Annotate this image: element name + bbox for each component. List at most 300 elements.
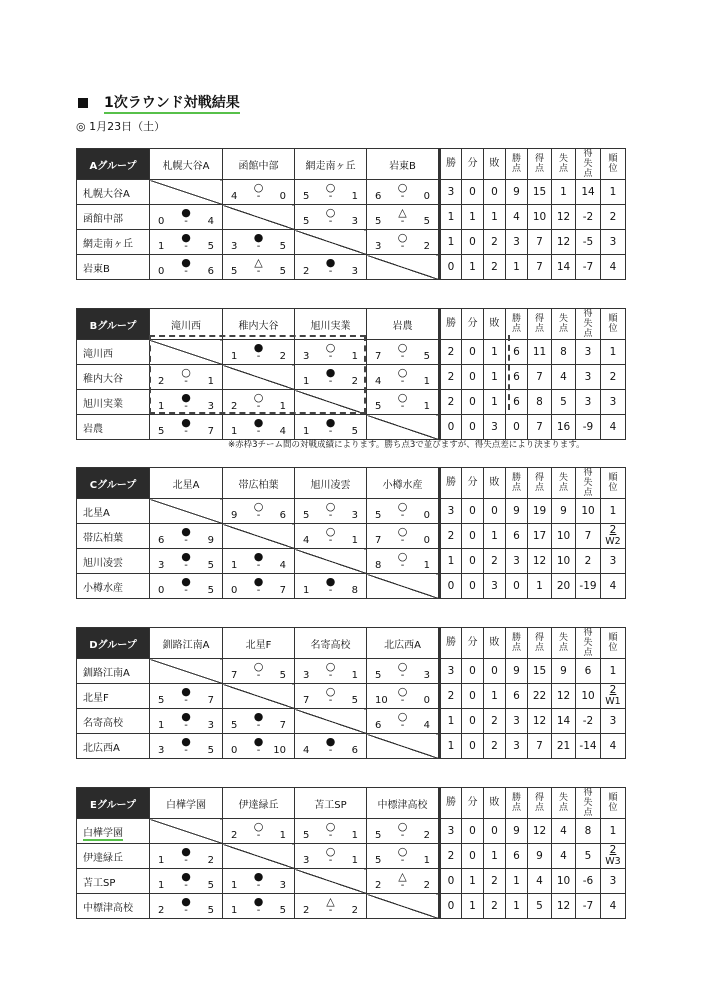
stat-value: 16: [552, 415, 576, 440]
score-against: 7: [207, 426, 214, 437]
stat-header-char: 点: [511, 483, 521, 493]
score-against: 3: [207, 720, 214, 731]
stat-value: 7: [528, 415, 552, 440]
match-result-cell: [223, 340, 295, 365]
match-result-cell: [150, 524, 223, 549]
match-result-cell: [295, 659, 367, 684]
stat-header-char: 得: [534, 633, 544, 643]
team-name-label: 中標津高校: [83, 902, 133, 914]
stat-header-char: 順: [608, 473, 618, 483]
match-result-cell: [223, 230, 295, 255]
stat-header-char: 勝: [511, 154, 521, 164]
group-table: [76, 148, 626, 280]
team-name-label: 伊達緑丘: [83, 852, 123, 864]
stat-header-char: 失: [558, 154, 568, 164]
score-for: 4: [231, 191, 238, 202]
stat-value: 6: [506, 390, 528, 415]
stat-value: 6: [506, 844, 528, 869]
score-against: 2: [351, 376, 358, 387]
score-separator: -: [256, 560, 261, 571]
win-circle-icon: ○: [325, 685, 336, 698]
stat-header-char: 失: [558, 473, 568, 483]
stat-value: 1: [506, 869, 528, 894]
stat-value: 0: [462, 549, 484, 574]
score-against: 0: [423, 510, 430, 521]
score-for: 7: [303, 695, 310, 706]
square-bullet-icon: [78, 98, 88, 108]
stat-header: 分: [462, 468, 484, 499]
stat-header-char: 点: [558, 643, 568, 653]
stat-value: 6: [506, 524, 528, 549]
stat-header-char: 点: [583, 329, 593, 339]
loss-dot-icon: ●: [253, 550, 264, 563]
stat-value: 12: [528, 709, 552, 734]
score-separator: -: [400, 216, 405, 227]
self-match-cell: [295, 709, 367, 734]
loss-dot-icon: ●: [325, 366, 336, 379]
match-result: [150, 205, 222, 229]
stat-value: 0: [506, 574, 528, 599]
stat-value: 1: [484, 365, 506, 390]
stat-value: 5: [576, 844, 601, 869]
loss-dot-icon: ●: [253, 575, 264, 588]
opponent-header: 北広西A: [367, 628, 440, 659]
score-for: 2: [375, 880, 382, 891]
stat-value: 12: [552, 894, 576, 919]
score-separator: -: [400, 510, 405, 521]
score-separator: -: [184, 585, 188, 596]
stat-value: 22: [528, 684, 552, 709]
score-for: 7: [231, 670, 238, 681]
score-separator: -: [184, 216, 188, 227]
stat-value: 6: [506, 365, 528, 390]
score-against: 0: [423, 191, 430, 202]
match-result: [150, 894, 222, 918]
loss-dot-icon: ●: [181, 895, 191, 908]
opponent-header: 岩東B: [367, 149, 440, 180]
match-result-cell: [295, 819, 367, 844]
stat-value: 2: [484, 709, 506, 734]
score-separator: -: [256, 880, 261, 891]
score-for: 5: [375, 830, 382, 841]
stat-value: 1: [462, 894, 484, 919]
stat-value: 12: [552, 684, 576, 709]
stat-value: 1: [484, 524, 506, 549]
stat-value: 4: [552, 844, 576, 869]
stat-header-char: 得: [534, 793, 544, 803]
draw-triangle-icon: △: [254, 256, 263, 269]
stat-value: 20: [552, 574, 576, 599]
team-row: [77, 340, 626, 365]
score-for: 1: [158, 401, 165, 412]
score-separator: -: [400, 191, 405, 202]
stat-header-char: 位: [608, 164, 618, 174]
team-row: [77, 205, 626, 230]
score-for: 1: [231, 905, 238, 916]
stat-header: [552, 468, 576, 499]
stat-header-char: 勝: [511, 793, 521, 803]
loss-dot-icon: ●: [181, 525, 191, 538]
team-name: [77, 869, 150, 894]
stat-header: 勝: [440, 788, 462, 819]
self-match-cell: [150, 659, 223, 684]
stat-value: 1: [601, 180, 626, 205]
team-row: [77, 659, 626, 684]
match-result-cell: [367, 340, 440, 365]
match-result: [295, 819, 366, 843]
score-against: 5: [423, 216, 430, 227]
stat-value: 12: [528, 819, 552, 844]
stat-header-char: 得: [534, 473, 544, 483]
score-against: 1: [423, 376, 430, 387]
score-for: 3: [158, 560, 165, 571]
rank-value: 2: [609, 844, 617, 856]
score-for: 4: [303, 535, 310, 546]
score-against: 5: [351, 695, 358, 706]
stat-header: [506, 309, 528, 340]
match-result-cell: [367, 390, 440, 415]
score-for: 0: [158, 266, 165, 277]
draw-triangle-icon: △: [398, 870, 407, 883]
stat-value: 3: [601, 549, 626, 574]
stat-value: 9: [552, 499, 576, 524]
score-separator: -: [400, 241, 405, 252]
score-for: 2: [231, 401, 238, 412]
match-result-cell: [367, 549, 440, 574]
stat-header-char: 点: [511, 643, 521, 653]
win-circle-icon: ○: [397, 391, 408, 404]
stat-value: 4: [601, 734, 626, 759]
stat-header-char: 得: [583, 628, 593, 638]
stat-value: 4: [601, 415, 626, 440]
opponent-header: 稚内大谷: [223, 309, 295, 340]
score-against: 9: [207, 535, 214, 546]
match-result-cell: [295, 499, 367, 524]
group-header-row: [77, 149, 626, 180]
stat-value: 1: [601, 659, 626, 684]
loss-dot-icon: ●: [253, 231, 264, 244]
team-row: [77, 549, 626, 574]
stat-header: 敗: [484, 309, 506, 340]
stat-value: 3: [506, 734, 528, 759]
match-result-cell: [295, 180, 367, 205]
stat-value: 14: [552, 709, 576, 734]
stat-header-char: 点: [511, 164, 521, 174]
opponent-header: 帯広柏葉: [223, 468, 295, 499]
opponent-header: 北星F: [223, 628, 295, 659]
stat-value: 0: [462, 390, 484, 415]
stat-value: 12: [552, 205, 576, 230]
stat-value: 3: [440, 499, 462, 524]
stat-value: 2: [440, 340, 462, 365]
team-name: [77, 894, 150, 919]
stat-header: [528, 309, 552, 340]
stat-value: [601, 524, 626, 549]
stat-value: 7: [528, 255, 552, 280]
score-for: 6: [375, 720, 382, 731]
stat-header-char: 点: [558, 803, 568, 813]
stat-header-char: 得: [583, 788, 593, 798]
stat-value: 0: [484, 180, 506, 205]
stat-value: 4: [528, 869, 552, 894]
score-for: 5: [303, 510, 310, 521]
win-circle-icon: ○: [253, 500, 264, 513]
score-separator: -: [328, 745, 333, 756]
match-result-cell: [295, 684, 367, 709]
stat-header: [506, 468, 528, 499]
stat-header: [506, 788, 528, 819]
team-row: [77, 894, 626, 919]
stat-value: 4: [601, 255, 626, 280]
match-result-cell: [223, 894, 295, 919]
team-name-label: 名寄高校: [83, 717, 123, 729]
stat-value: 2: [576, 549, 601, 574]
stat-value: 2: [440, 524, 462, 549]
score-separator: -: [256, 720, 261, 731]
stat-value: 0: [440, 415, 462, 440]
team-name: [77, 709, 150, 734]
score-against: 3: [423, 670, 430, 681]
match-result-cell: [150, 415, 223, 440]
match-result: [367, 499, 438, 523]
match-result-cell: [367, 180, 440, 205]
stat-value: 2: [440, 390, 462, 415]
score-against: 2: [279, 351, 286, 362]
group-header-row: [77, 309, 626, 340]
team-name-label: 岩農: [83, 423, 103, 435]
stat-value: 8: [528, 390, 552, 415]
match-result: [223, 255, 294, 279]
stat-header: [576, 468, 601, 499]
stat-value: 11: [528, 340, 552, 365]
score-against: 1: [351, 191, 358, 202]
match-result: [367, 230, 438, 254]
score-for: 0: [158, 216, 165, 227]
stat-value: 2: [484, 255, 506, 280]
score-against: 1: [279, 830, 286, 841]
loss-dot-icon: ●: [325, 735, 336, 748]
team-row: [77, 709, 626, 734]
stat-value: 3: [601, 869, 626, 894]
match-result-cell: [295, 340, 367, 365]
win-circle-icon: ○: [397, 685, 408, 698]
opponent-header: 旭川凌雲: [295, 468, 367, 499]
stat-value: 3: [601, 709, 626, 734]
opponent-header: 苫工SP: [295, 788, 367, 819]
match-result: [367, 205, 438, 229]
stat-value: 1: [484, 684, 506, 709]
self-match-cell: [223, 365, 295, 390]
stat-header-char: 点: [511, 803, 521, 813]
score-against: 2: [423, 880, 430, 891]
score-separator: -: [400, 880, 405, 891]
score-against: 7: [207, 695, 214, 706]
match-result: [367, 684, 438, 708]
stat-value: [601, 684, 626, 709]
stat-header-char: 勝: [511, 633, 521, 643]
team-name-label: 北広西A: [83, 742, 120, 754]
group-name: Cグループ: [77, 468, 150, 499]
win-circle-icon: ○: [253, 181, 264, 194]
stat-value: 0: [440, 574, 462, 599]
match-result-cell: [367, 869, 440, 894]
match-result: [223, 180, 294, 204]
score-separator: -: [328, 191, 333, 202]
match-result: [295, 415, 366, 439]
score-for: 0: [231, 585, 238, 596]
opponent-header: 函館中部: [223, 149, 295, 180]
score-against: 6: [279, 510, 286, 521]
stat-header-char: 順: [608, 633, 618, 643]
stat-value: 1: [462, 205, 484, 230]
score-against: 6: [207, 266, 214, 277]
score-separator: -: [328, 510, 333, 521]
stat-value: 3: [576, 340, 601, 365]
score-for: 10: [375, 695, 388, 706]
match-result-cell: [367, 230, 440, 255]
stat-value: 7: [528, 230, 552, 255]
score-for: 1: [303, 376, 310, 387]
stat-value: 9: [552, 659, 576, 684]
self-match-cell: [150, 499, 223, 524]
stat-value: 10: [576, 499, 601, 524]
team-row: [77, 869, 626, 894]
stat-value: 3: [484, 415, 506, 440]
score-for: 4: [375, 376, 382, 387]
match-result: [295, 524, 366, 548]
stat-header-char: 失: [558, 793, 568, 803]
stat-header-char: 点: [534, 803, 544, 813]
stat-header-char: 失: [583, 798, 593, 808]
score-against: 1: [351, 351, 358, 362]
score-against: 5: [279, 670, 286, 681]
team-name-label: 函館中部: [83, 213, 123, 225]
score-separator: -: [400, 720, 405, 731]
win-circle-icon: ○: [325, 845, 336, 858]
score-against: 5: [207, 585, 214, 596]
stat-header-char: 得: [583, 309, 593, 319]
self-match-cell: [295, 549, 367, 574]
stat-value: 1: [440, 549, 462, 574]
stat-value: 5: [552, 390, 576, 415]
stat-value: 3: [601, 390, 626, 415]
match-result: [295, 659, 366, 683]
team-row: [77, 844, 626, 869]
stat-value: -6: [576, 869, 601, 894]
score-separator: -: [184, 241, 188, 252]
score-against: 5: [207, 905, 214, 916]
group-header-row: [77, 628, 626, 659]
stat-header: [601, 149, 626, 180]
match-result: [367, 709, 438, 733]
team-name-label: 北星A: [83, 507, 110, 519]
score-for: 2: [303, 266, 310, 277]
stat-value: 7: [528, 734, 552, 759]
score-against: 5: [423, 351, 430, 362]
stat-header-char: 点: [534, 324, 544, 334]
score-separator: -: [400, 695, 405, 706]
stat-value: 0: [484, 659, 506, 684]
stat-value: 4: [552, 365, 576, 390]
stat-value: 6: [506, 340, 528, 365]
match-result-cell: [223, 255, 295, 280]
stat-value: 1: [528, 574, 552, 599]
stat-value: -5: [576, 230, 601, 255]
stat-header: [576, 788, 601, 819]
match-result-cell: [295, 365, 367, 390]
stat-header-char: 点: [511, 324, 521, 334]
stat-value: 2: [601, 365, 626, 390]
stat-value: 1: [484, 390, 506, 415]
group-name: Eグループ: [77, 788, 150, 819]
match-result: [150, 844, 222, 868]
score-separator: -: [184, 905, 188, 916]
self-match-cell: [295, 869, 367, 894]
match-result-cell: [223, 819, 295, 844]
score-for: 7: [375, 535, 382, 546]
stat-header: [576, 149, 601, 180]
score-against: 2: [351, 905, 358, 916]
win-circle-icon: ○: [397, 181, 408, 194]
stat-value: 1: [601, 819, 626, 844]
score-separator: -: [400, 560, 405, 571]
score-separator: -: [256, 670, 261, 681]
stat-header: [528, 788, 552, 819]
stat-header: [601, 788, 626, 819]
match-result: [223, 734, 294, 758]
match-result-cell: [367, 499, 440, 524]
score-for: 2: [158, 376, 165, 387]
stat-header-char: 点: [583, 169, 593, 179]
score-separator: -: [400, 535, 405, 546]
match-result: [223, 415, 294, 439]
group-table: [76, 787, 626, 919]
self-match-cell: [367, 415, 440, 440]
score-against: 6: [351, 745, 358, 756]
match-result: [150, 574, 222, 598]
match-result: [295, 180, 366, 204]
score-against: 5: [207, 880, 214, 891]
match-result: [150, 524, 222, 548]
stat-header-char: 失: [558, 314, 568, 324]
score-against: 10: [273, 745, 286, 756]
stat-value: 7: [576, 524, 601, 549]
score-separator: -: [328, 695, 333, 706]
stat-value: 0: [462, 684, 484, 709]
loss-dot-icon: ●: [181, 550, 191, 563]
stat-header: [528, 468, 552, 499]
stat-header: 分: [462, 149, 484, 180]
team-name-label: 北星F: [83, 692, 109, 704]
match-result: [223, 709, 294, 733]
stat-value: 8: [552, 340, 576, 365]
score-for: 3: [231, 241, 238, 252]
loss-dot-icon: ●: [253, 735, 264, 748]
win-circle-icon: ○: [325, 525, 336, 538]
stat-value: 1: [440, 230, 462, 255]
match-result-cell: [223, 549, 295, 574]
stat-value: 3: [506, 230, 528, 255]
score-separator: -: [184, 695, 188, 706]
team-name-label: 網走南ヶ丘: [83, 238, 133, 250]
match-result: [295, 574, 366, 598]
match-result: [223, 574, 294, 598]
score-against: 3: [351, 510, 358, 521]
stat-header-char: 勝: [511, 314, 521, 324]
team-name-label: 白樺学園: [83, 827, 123, 839]
match-result-cell: [150, 205, 223, 230]
win-circle-icon: ○: [325, 500, 336, 513]
